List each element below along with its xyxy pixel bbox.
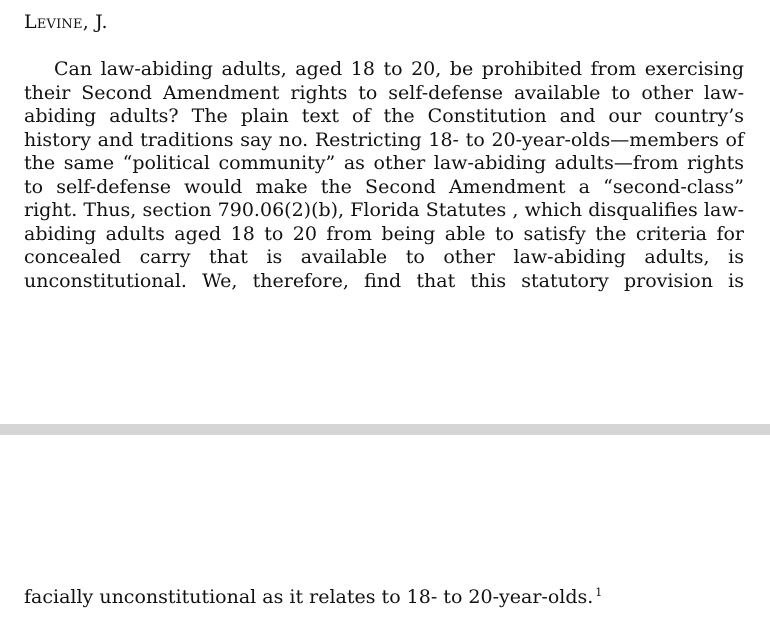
- opinion-paragraph: Can law-abiding adults, aged 18 to 20, be prohibited from exercising their Second Amendment rights to self-defense available to other law-abiding adults? The plain text of the Constitution and our country’s history and traditions say no. Restricting 18- to 20-year-olds—members of the same “political community” as other law-abiding adults—from rights to self-defense would make the Second Amendment a “second-class” right. Thus, section 790.06(2)(b), Florida Statutes , which disqualifies law-abiding adults aged 18 to 20 from being able to satisfy the criteria for concealed carry that is available to other law-abiding adults, is unconstitutional. We, therefore, find that this statutory provision is: [24, 58, 744, 292]
- author-suffix: , J.: [82, 11, 108, 33]
- continuation-text: facially unconstitutional as it relates to 18- to 20-year-olds.: [24, 586, 594, 608]
- continuation-line: [24, 586, 602, 608]
- author-name: Levine: [24, 11, 83, 33]
- page-break-divider: [0, 424, 770, 435]
- author-line: [24, 11, 108, 33]
- footnote-marker[interactable]: 1: [595, 586, 603, 599]
